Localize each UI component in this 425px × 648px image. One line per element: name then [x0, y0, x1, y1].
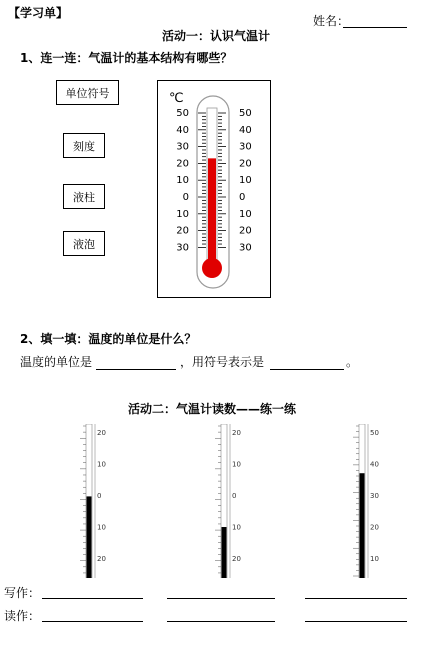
- label-liquid-column[interactable]: [63, 184, 105, 209]
- activity1-title: 活动一：认识气温计: [162, 29, 271, 43]
- write-blank-3[interactable]: [305, 585, 407, 599]
- activity2-title: 活动二：气温计读数——练一练: [128, 402, 297, 416]
- gauge-tick-label: 10: [370, 555, 379, 563]
- tick-label-left: 30: [176, 242, 189, 254]
- tick-label-right: 30: [239, 141, 252, 153]
- thermometer-diagram: [157, 80, 272, 299]
- gauge-tick-label: 20: [97, 555, 106, 563]
- gauge-tick-label: 40: [370, 460, 379, 469]
- tick-label-right: 40: [239, 124, 252, 136]
- label-liquid-column-text: 液柱: [73, 190, 95, 204]
- gauge-tick-label: 20: [370, 523, 379, 532]
- label-unit-symbol[interactable]: [56, 80, 119, 105]
- gauge-tick-label: 10: [97, 523, 106, 532]
- q2-text-end: 。: [346, 355, 359, 369]
- read-label: 读作：: [4, 609, 41, 623]
- gauge-tick-label: 0: [97, 492, 102, 500]
- gauge-tick-label: 20: [232, 429, 241, 437]
- read-blank-3[interactable]: [305, 608, 407, 622]
- tick-label-right: 20: [239, 158, 252, 170]
- unit-name-blank[interactable]: [96, 356, 176, 370]
- tick-label-right: 0: [239, 192, 246, 203]
- q2-text-a: 温度的单位是: [20, 355, 93, 369]
- gauge-tick-label: 30: [370, 492, 379, 500]
- name-label: 姓名：: [313, 14, 350, 28]
- read-blank-1[interactable]: [42, 608, 143, 622]
- liquid-bulb: [202, 258, 222, 278]
- tick-label-left: 10: [176, 208, 189, 220]
- gauge-tick-label: 0: [232, 492, 237, 500]
- write-blank-2[interactable]: [167, 585, 275, 599]
- question-2: 2、填一填：温度的单位是什么？: [20, 332, 197, 346]
- write-label: 写作：: [4, 586, 41, 600]
- gauge-liquid: [87, 496, 92, 578]
- tick-label-left: 20: [176, 225, 189, 237]
- tick-label-left: 0: [182, 192, 189, 203]
- gauge-2: [205, 424, 245, 578]
- gauge-tick-label: 10: [97, 460, 106, 469]
- gauge-liquid: [222, 527, 227, 578]
- gauge-1: [70, 424, 110, 578]
- gauge-tick-label: 10: [232, 523, 241, 532]
- tick-label-right: 30: [239, 242, 252, 254]
- label-scale-text: 刻度: [73, 139, 95, 153]
- tick-label-right: 50: [239, 108, 252, 119]
- tick-label-left: 40: [176, 124, 189, 136]
- tick-label-left: 10: [176, 175, 189, 187]
- label-bulb-text: 液泡: [73, 237, 95, 251]
- tick-label-left: 50: [176, 108, 189, 119]
- tick-label-left: 20: [176, 158, 189, 170]
- gauge-tick-label: 20: [97, 429, 106, 437]
- tick-label-right: 20: [239, 225, 252, 237]
- gauge-tick-label: 20: [232, 555, 241, 563]
- write-blank-1[interactable]: [42, 585, 143, 599]
- name-blank[interactable]: [343, 14, 407, 28]
- liquid-column: [208, 158, 216, 268]
- unit-symbol-blank[interactable]: [270, 356, 344, 370]
- unit-symbol: ℃: [169, 91, 184, 106]
- label-unit-symbol-text: 单位符号: [65, 86, 110, 100]
- gauge-3: [343, 424, 383, 578]
- q2-text-b: ，用符号表示是: [180, 355, 265, 369]
- gauge-tick-label: 10: [232, 460, 241, 469]
- label-bulb[interactable]: [63, 231, 105, 256]
- gauge-liquid: [360, 473, 365, 578]
- question-1: 1、连一连：气温计的基本结构有哪些？: [20, 51, 233, 65]
- label-scale[interactable]: [63, 133, 105, 158]
- tick-label-left: 30: [176, 141, 189, 153]
- tick-label-right: 10: [239, 208, 252, 220]
- read-blank-2[interactable]: [167, 608, 275, 622]
- gauge-tick-label: 50: [370, 429, 379, 437]
- tick-label-right: 10: [239, 175, 252, 187]
- worksheet-tag: 【学习单】: [8, 6, 69, 20]
